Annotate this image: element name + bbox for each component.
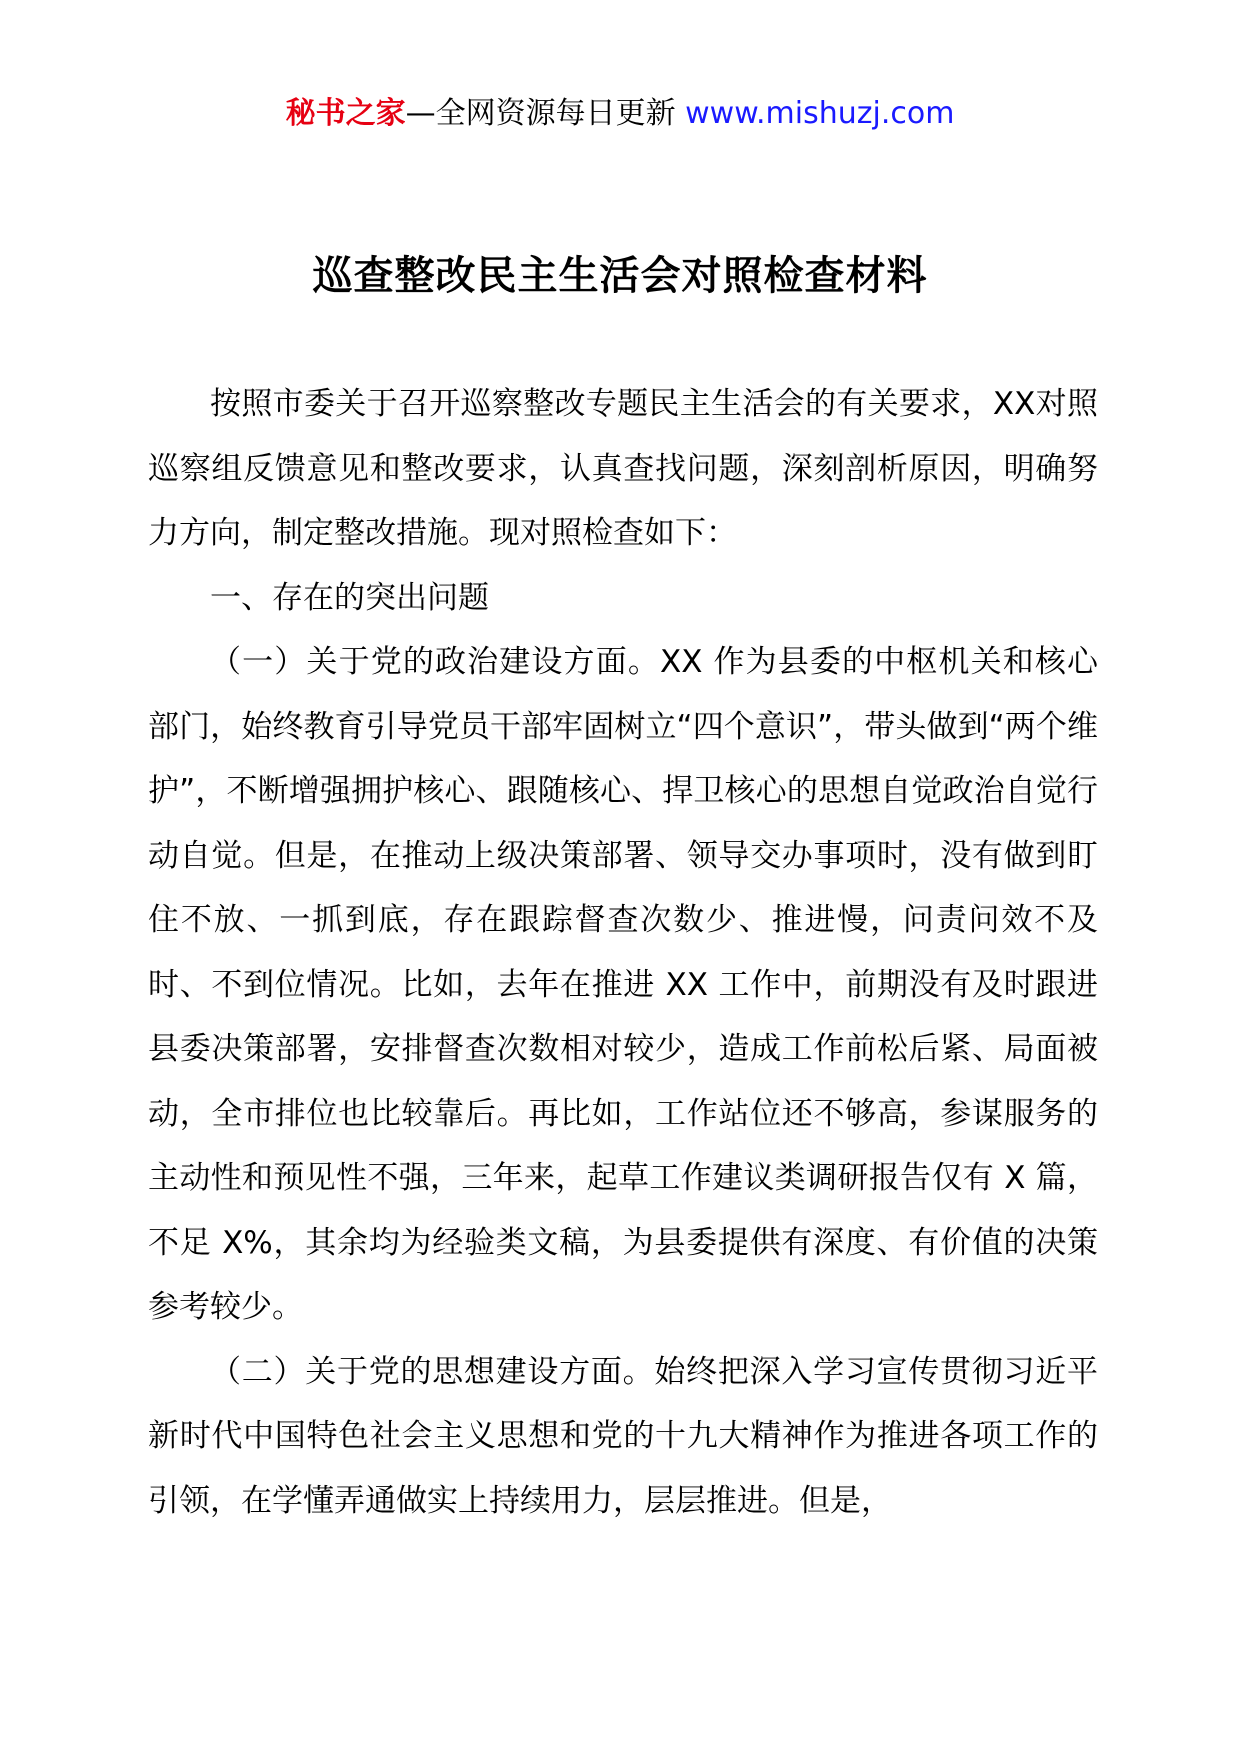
- document-body: [148, 372, 1098, 1533]
- site-header: [0, 94, 1240, 134]
- section-heading: 一、存在的突出问题: [210, 579, 489, 616]
- document-title: 巡查整改民主生活会对照检查材料: [312, 253, 928, 299]
- site-url-link[interactable]: www.mishuzj.com: [685, 96, 955, 131]
- body-paragraph: （二）关于党的思想建设方面。始终把深入学习宣传贯彻习近平新时代中国特色社会主义思想和党的十九大精神作为推进各项工作的引领，在学懂弄通做实上持续用力，层层推进。但是，: [148, 1353, 1098, 1519]
- body-paragraph: （一）关于党的政治建设方面。XX 作为县委的中枢机关和核心部门，始终教育引导党员干部牢固树立“四个意识”，带头做到“两个维护”，不断增强拥护核心、跟随核心、捍卫核心的思想自觉政治自觉行动自觉。但是，在推动上级决策部署、领导交办事项时，没有做到盯住不放、一抓到底，存在跟踪督查次数少、推进慢，问责问效不及时、不到位情况。比如，去年在推进 XX 工作中，前期没有及时跟进县委决策部署，安排督查次数相对较少，造成工作前松后紧、局面被动，全市排位也比较靠后。再比如，工作站位还不够高，参谋服务的主动性和预见性不强，三年来，起草工作建议类调研报告仅有 X 篇，不足 X%，其余均为经验类文稿，为县委提供有深度、有价值的决策参考较少。: [148, 644, 1098, 1325]
- brand-name: 秘书之家: [285, 96, 406, 131]
- intro-paragraph: 按照市委关于召开巡察整改专题民主生活会的有关要求，XX对照巡察组反馈意见和整改要求，认真查找问题，深刻剖析原因，明确努力方向，制定整改措施。现对照检查如下：: [148, 386, 1098, 551]
- header-tagline: —全网资源每日更新: [405, 96, 686, 131]
